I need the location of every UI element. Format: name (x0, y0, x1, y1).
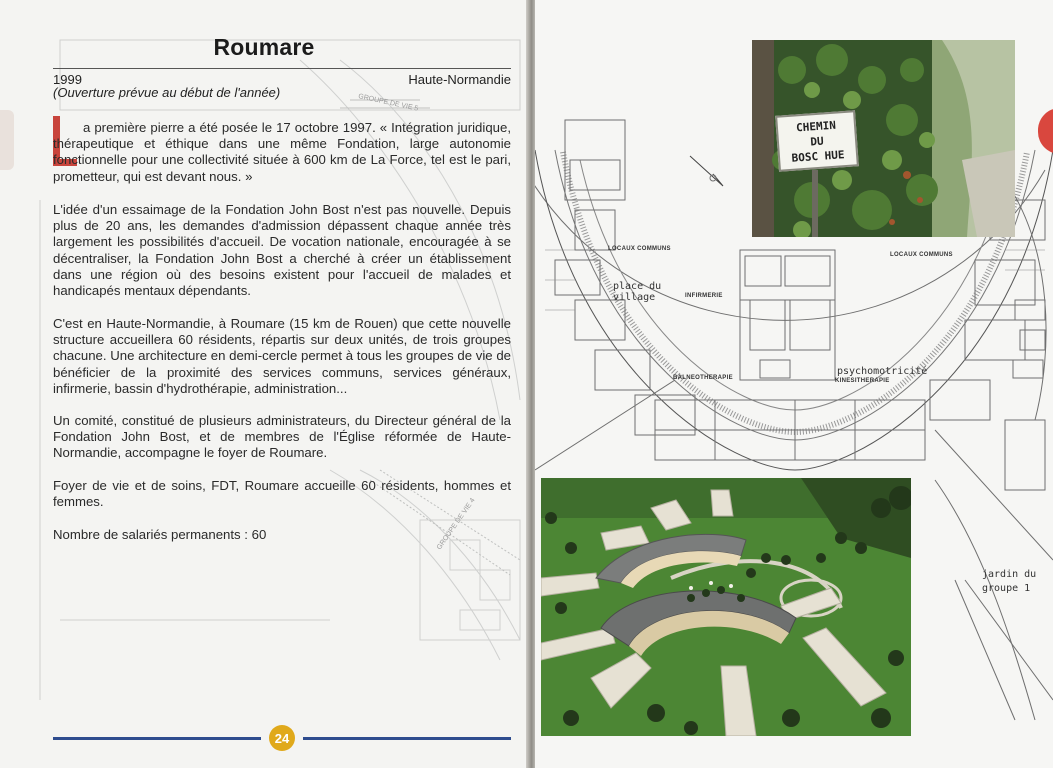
opening-subtitle: (Ouverture prévue au début de l'année) (53, 85, 281, 100)
sign-line-3: BOSC HUE (791, 148, 845, 165)
sign-line-2: DU (809, 134, 825, 149)
year-label: 1999 (53, 72, 82, 87)
paragraph-staff: Nombre de salariés permanents : 60 (53, 527, 267, 542)
architectural-model-photo (541, 478, 911, 736)
footer-rule-right (303, 737, 511, 740)
plan-label-psychomotricite: psychomotricité (837, 366, 928, 377)
plan-label-balneotherapie: BALNEOTHERAPIE (673, 375, 733, 381)
plan-label-groupe-de-vie-top: GROUPE DE VIE 5 (357, 93, 419, 113)
sign-line-1: CHEMIN (795, 118, 837, 135)
paragraph-committee: Un comité, constitué de plusieurs administrateurs, du Directeur général de la Fondation John Bost, et de membres de l'Église réformée de Haute-Normandie, accompagne le foyer de Roumare. (53, 413, 511, 461)
paragraph-intro: a première pierre a été posée le 17 octobre 1997. « Intégration juridique, thérapeutique et éthique dans une même Fondation, large autonomie fonctionnelle pour une collectivité située à 600 km de La Force, tel est le pari, prometteur, qui est devant nous. » (53, 120, 511, 184)
paragraph-location: C'est en Haute-Normandie, à Roumare (15 km de Rouen) que cette nouvelle structure accueillera 60 résidents, répartis sur deux unités, de trois groupes chacune. Une architecture en demi-cercle permet à tous les groupes de vie de bénéficier de la proximité des services communs, services généraux, infirmerie, bassin d'hydrothérapie, administration... (53, 316, 511, 396)
plan-label-groupe-de-vie-bottom: GROUPE DE VIE 4 (435, 497, 477, 552)
title-rule (53, 68, 511, 69)
region-label: Haute-Normandie (408, 72, 511, 87)
page-title: Roumare (213, 34, 315, 60)
plan-label-locaux-communs-left: LOCAUX COMMUNS (608, 246, 671, 252)
page-number-badge: 24 (269, 725, 295, 751)
plan-label-jardin: jardin du groupe 1 (982, 569, 1037, 594)
road-sign-photo (752, 40, 1015, 237)
plan-label-place-du-village: place du village (613, 281, 662, 303)
footer-rule-left (53, 737, 261, 740)
road-sign-board (775, 110, 859, 171)
model-rendering (541, 478, 911, 736)
plan-label-locaux-communs-right: LOCAUX COMMUNS (890, 252, 953, 258)
plan-label-kinesitherapie: KINESITHERAPIE (835, 378, 890, 384)
plan-label-infirmerie: INFIRMERIE (685, 293, 723, 299)
paragraph-history: L'idée d'un essaimage de la Fondation John Bost n'est pas nouvelle. Depuis plus de 20 ans, les demandes d'admission dépassent chaque année très largement les possibilités d'accueil. De vocation nationale, encouragée à se décentraliser, la Fondation John Bost a cherché à créer un établissement dans une région où des besoins existent pour l'accueil de malades et handicapés mentaux dépendants. (53, 202, 511, 299)
paragraph-residents: Foyer de vie et de soins, FDT, Roumare accueille 60 résidents, hommes et femmes. (53, 478, 511, 510)
